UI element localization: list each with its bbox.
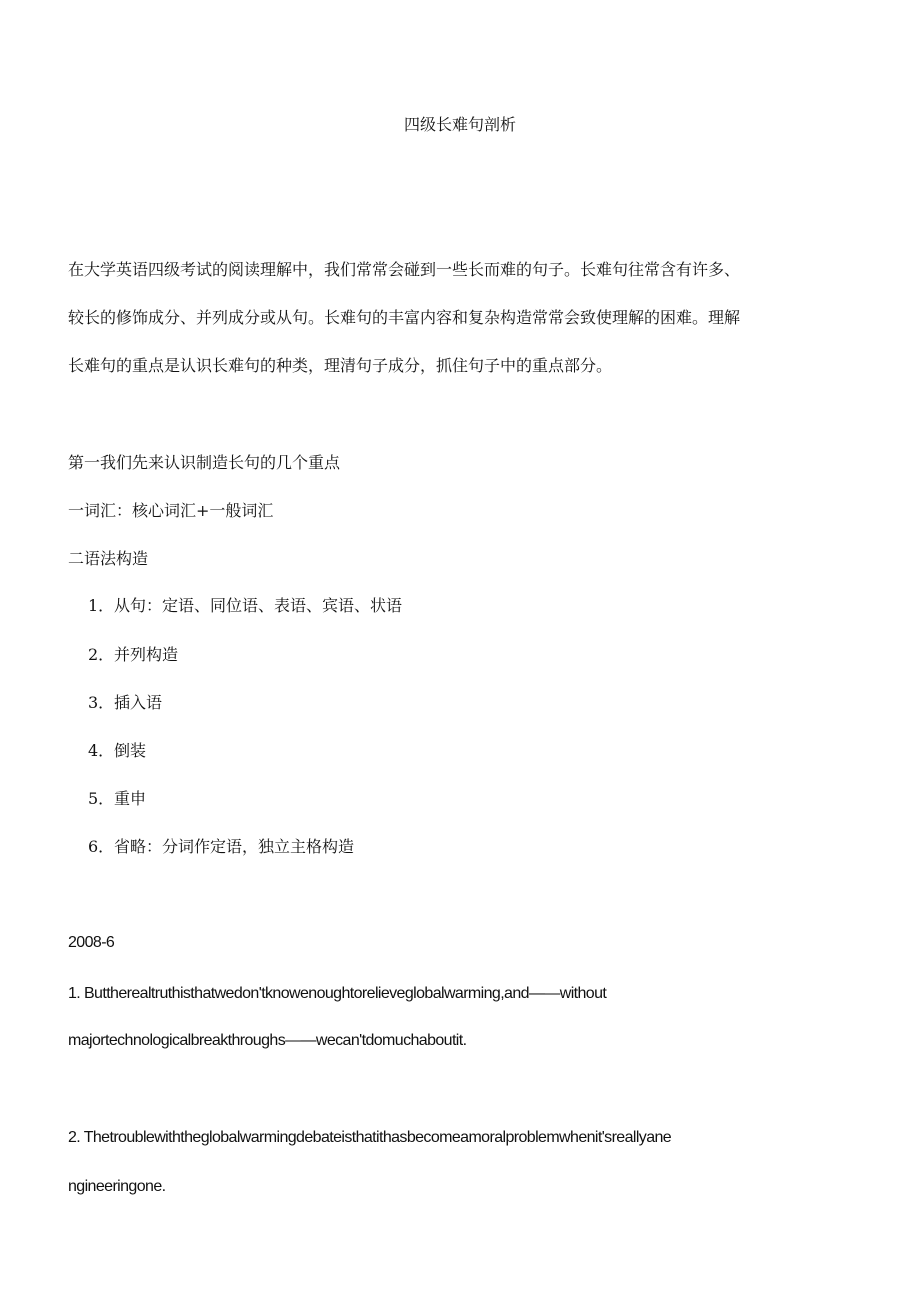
section-heading: 第一我们先来认识制造长句的几个重点 (68, 453, 341, 472)
item-text: 倒装 (114, 741, 147, 760)
grammar-item (88, 693, 162, 713)
grammar-item (88, 741, 146, 761)
item-number: 3． (88, 693, 115, 712)
item-number: 6． (88, 837, 115, 856)
item-number: 2． (88, 645, 115, 664)
item-text: 省略：分词作定语，独立主格构造 (114, 837, 355, 856)
vocab-line: 一词汇：核心词汇+一般词汇 (68, 501, 274, 520)
grammar-item (88, 789, 146, 809)
item-number: 4． (88, 741, 115, 760)
document-title: 四级长难句剖析 (403, 115, 516, 134)
intro-line: 在大学英语四级考试的阅读理解中，我们常常会碰到一些长而难的句子。长难句往常含有许多、 (68, 260, 741, 279)
example-line: majortechnologicalbreakthroughs——wecan'tdomuchaboutit. (68, 1032, 467, 1049)
example-line: 2. Thetroublewiththeglobalwarmingdebateisthatithasbecomeamoralproblemwhenit'sreallyane (68, 1129, 672, 1146)
exam-year: 2008-6 (68, 934, 115, 951)
item-text: 插入语 (114, 693, 163, 712)
example-line: 1. Buttherealtruthisthatwedon'tknowenoughtorelieveglobalwarming,and——without (68, 985, 607, 1002)
item-text: 重申 (114, 789, 147, 808)
item-number: 5． (88, 789, 115, 808)
grammar-heading: 二语法构造 (68, 549, 149, 568)
item-number: 1． (88, 596, 115, 615)
intro-line: 长难句的重点是认识长难句的种类，理清句子成分，抓住句子中的重点部分。 (68, 356, 613, 375)
grammar-item (88, 645, 178, 665)
item-text: 并列构造 (114, 645, 179, 664)
intro-line: 较长的修饰成分、并列成分或从句。长难句的丰富内容和复杂构造常常会致使理解的困难。理解 (68, 308, 741, 327)
grammar-item (88, 837, 354, 857)
item-text: 从句：定语、同位语、表语、宾语、状语 (114, 596, 403, 615)
grammar-item (88, 596, 402, 616)
example-line: ngineeringone. (68, 1178, 166, 1195)
